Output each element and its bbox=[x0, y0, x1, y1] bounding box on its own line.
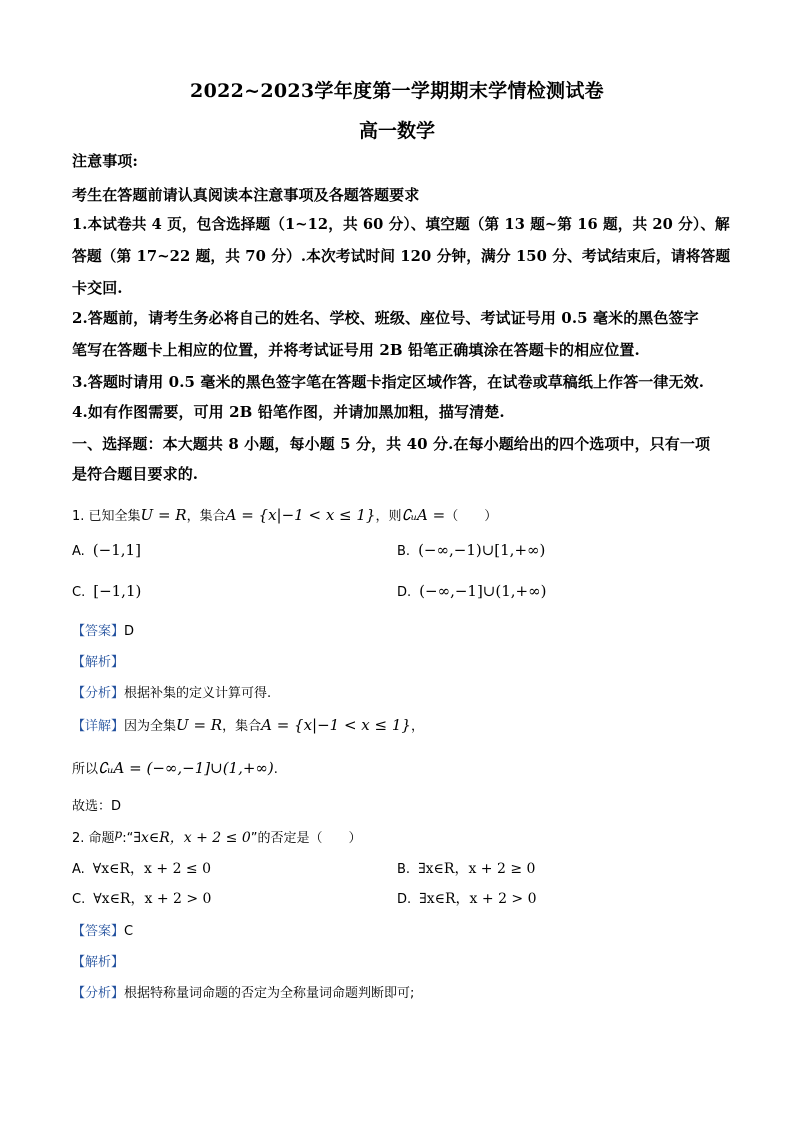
notice-item-3: 3.答题时请用 0.5 毫米的黑色签字笔在答题卡指定区域作答，在试卷或草稿纸上作答一律无效. bbox=[72, 373, 705, 391]
q1-conclusion bbox=[72, 758, 278, 777]
q1-option-d bbox=[397, 582, 546, 600]
q2-option-d bbox=[397, 888, 537, 908]
q1-universal-set: U = R bbox=[140, 506, 187, 524]
notice-item-1-line-3: 卡交回. bbox=[72, 279, 123, 297]
q1-option-b-label: B. bbox=[397, 544, 411, 559]
q2-option-d-value: ∃x∈R，x + 2 > 0 bbox=[419, 891, 537, 907]
notice-item-1-line-1: 1.本试卷共 4 页，包含选择题（1~12，共 60 分）、填空题（第 13 题~第 16 题，共 20 分）、解 bbox=[72, 215, 730, 233]
q1-xiangjie-universal-set: U = R bbox=[176, 716, 223, 734]
q1-stem-text-d: （ ） bbox=[445, 509, 498, 524]
q1-conclusion-text-b: . bbox=[273, 762, 278, 777]
q1-answer-tag: 【答案】 bbox=[72, 624, 125, 639]
section-1-heading-line-1: 一、选择题：本大题共 8 小题，每小题 5 分，共 40 分.在每小题给出的四个选项中，只有一项 bbox=[72, 435, 711, 453]
q2-stem-text-c: ”的否定是（ ） bbox=[250, 831, 362, 846]
q2-answer bbox=[72, 920, 133, 939]
q1-xiangjie bbox=[72, 715, 424, 734]
q1-fenxi-tag: 【分析】 bbox=[72, 686, 125, 701]
q2-proposition-p: p bbox=[114, 827, 123, 841]
q1-stem-text-b: ，集合 bbox=[186, 509, 226, 524]
q2-fenxi bbox=[72, 982, 414, 1001]
q1-answer bbox=[72, 620, 134, 639]
q2-fenxi-text: 根据特称量词命题的否定为全称量词命题判断即可; bbox=[124, 986, 415, 1001]
question-1-stem bbox=[72, 505, 497, 524]
q2-option-b-value: ∃x∈R，x + 2 ≥ 0 bbox=[418, 861, 536, 877]
notice-item-2-line-2: 笔写在答题卡上相应的位置，并将考试证号用 2B 铅笔正确填涂在答题卡的相应位置. bbox=[72, 341, 640, 359]
q2-option-a-label: A. bbox=[72, 862, 85, 877]
q1-conclusion-text-a: 所以 bbox=[72, 762, 99, 777]
q2-analysis-tag: 【解析】 bbox=[72, 955, 125, 970]
notice-item-2-line-1: 2.答题前，请考生务必将自己的姓名、学校、班级、座位号、考试证号用 0.5 毫米的黑色签字 bbox=[72, 309, 699, 327]
q2-option-c-label: C. bbox=[72, 892, 86, 907]
q1-stem-text-c: ，则 bbox=[375, 509, 402, 524]
notice-item-4: 4.如有作图需要，可用 2B 铅笔作图，并请加黑加粗，描写清楚. bbox=[72, 403, 505, 421]
q1-xiangjie-text-c: ， bbox=[410, 719, 424, 734]
q2-stem-text-b: :“ bbox=[122, 831, 134, 846]
q1-option-a-value: (−1,1] bbox=[92, 541, 141, 559]
q1-fenxi bbox=[72, 682, 271, 701]
q2-option-b bbox=[397, 858, 535, 878]
q1-xiangjie-set-a: A = {x|−1 < x ≤ 1} bbox=[261, 716, 411, 734]
notice-heading: 注意事项: bbox=[72, 152, 139, 170]
q2-fenxi-tag: 【分析】 bbox=[72, 986, 125, 1001]
section-1-heading-line-2: 是符合题目要求的. bbox=[72, 465, 199, 483]
q1-option-d-label: D. bbox=[397, 585, 412, 600]
q1-analysis-tag: 【解析】 bbox=[72, 655, 125, 670]
q2-answer-tag: 【答案】 bbox=[72, 924, 125, 939]
q1-option-b bbox=[397, 541, 545, 559]
q1-xiangjie-text-b: ，集合 bbox=[222, 719, 262, 734]
q1-complement: ∁ᵤA = bbox=[401, 506, 446, 524]
q2-stem-text-a: 2. 命题 bbox=[72, 831, 115, 846]
q1-option-a bbox=[72, 541, 141, 559]
q1-option-b-value: (−∞,−1)∪[1,+∞) bbox=[418, 541, 546, 559]
q1-option-a-label: A. bbox=[72, 544, 85, 559]
q2-option-d-label: D. bbox=[397, 892, 412, 907]
q1-xiangjie-text-a: 因为全集 bbox=[124, 719, 177, 734]
q1-set-a: A = {x|−1 < x ≤ 1} bbox=[225, 506, 376, 524]
q1-option-c-label: C. bbox=[72, 585, 86, 600]
exam-subject: 高一数学 bbox=[358, 120, 435, 142]
q1-option-c-value: [−1,1) bbox=[93, 582, 142, 600]
q2-analysis-heading bbox=[72, 951, 124, 970]
q2-option-b-label: B. bbox=[397, 862, 411, 877]
q1-choice: 故选：D bbox=[72, 799, 122, 814]
notice-item-1-line-2: 答题（第 17~22 题，共 70 分）.本次考试时间 120 分钟，满分 150 分、考试结束后，请将答题 bbox=[72, 247, 731, 265]
q1-option-c bbox=[72, 582, 141, 600]
q1-xiangjie-tag: 【详解】 bbox=[72, 719, 125, 734]
notice-intro: 考生在答题前请认真阅读本注意事项及各题答题要求 bbox=[72, 186, 420, 204]
q1-option-d-value: (−∞,−1]∪(1,+∞) bbox=[419, 582, 547, 600]
q1-fenxi-text: 根据补集的定义计算可得. bbox=[124, 686, 272, 701]
q2-answer-value: C bbox=[124, 924, 134, 939]
q2-option-a-value: ∀x∈R，x + 2 ≤ 0 bbox=[92, 861, 212, 877]
q1-analysis-heading bbox=[72, 651, 124, 670]
q2-option-c bbox=[72, 888, 211, 908]
question-2-stem bbox=[72, 827, 361, 847]
q1-conclusion-expression: ∁ᵤA = (−∞,−1]∪(1,+∞) bbox=[98, 759, 274, 777]
q1-answer-value: D bbox=[124, 624, 135, 639]
exam-title: 2022~2023学年度第一学期期末学情检测试卷 bbox=[190, 80, 604, 102]
q1-stem-text-a: 1. 已知全集 bbox=[72, 509, 141, 524]
q2-option-a bbox=[72, 858, 211, 878]
q2-option-c-value: ∀x∈R，x + 2 > 0 bbox=[93, 891, 212, 907]
q2-proposition-expression: ∃x∈R，x + 2 ≤ 0 bbox=[133, 830, 251, 846]
